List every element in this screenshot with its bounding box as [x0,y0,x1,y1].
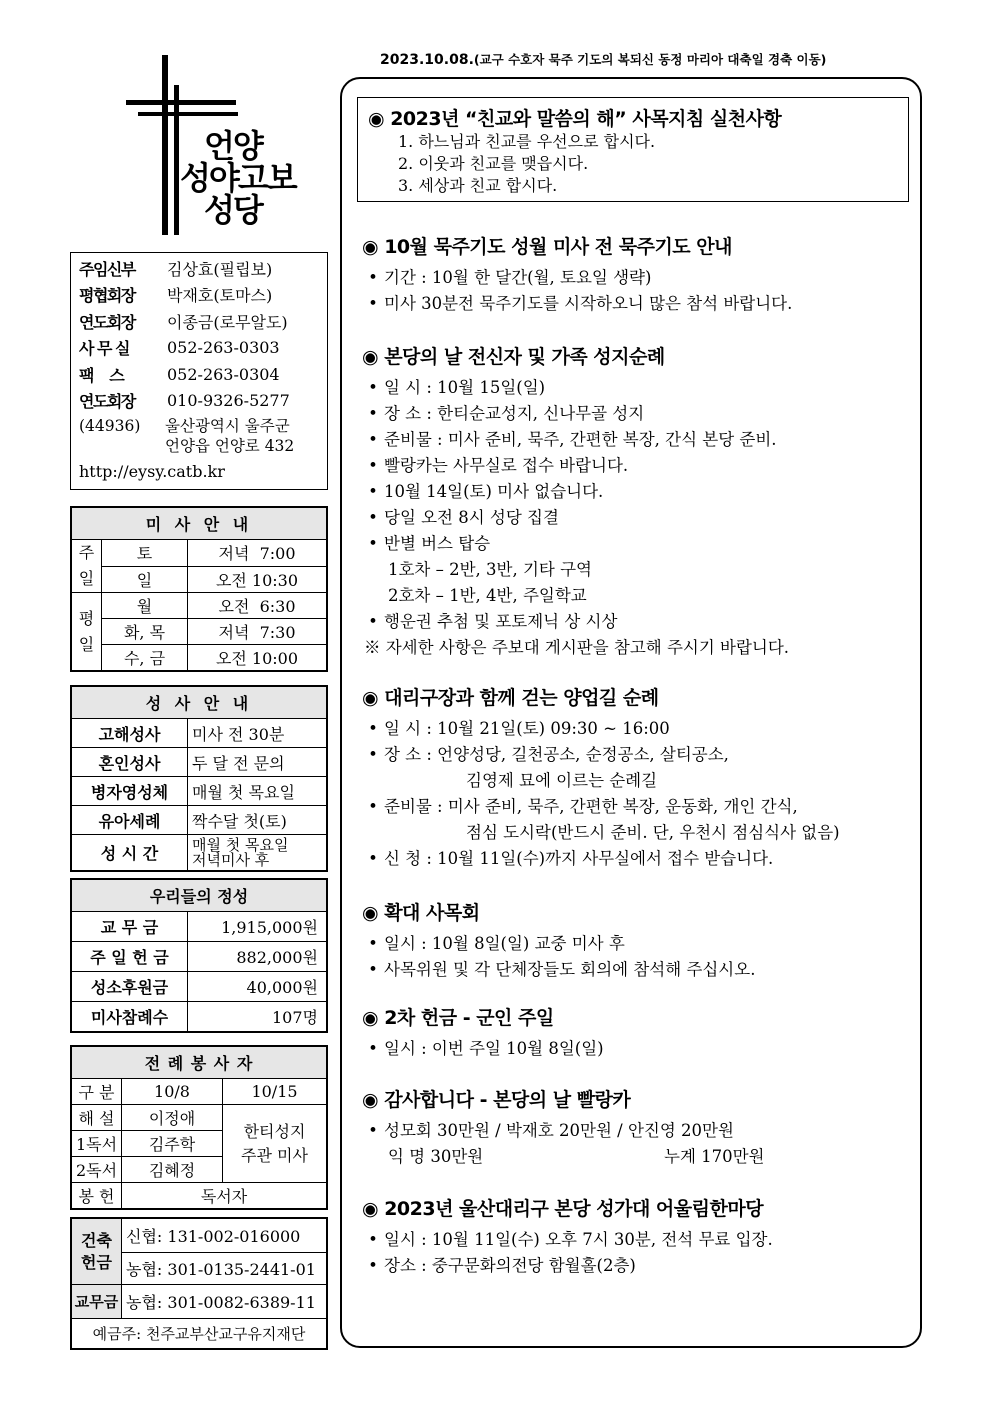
sacrament-name: 유아세례 [72,806,188,835]
mass-day: 수, 금 [102,645,188,671]
section-title: ◉ 본당의 날 전신자 및 가족 성지순례 [362,346,665,368]
thanks-section [362,1085,907,1170]
bank-account: 신협: 131-002-016000 [122,1219,327,1253]
sacrament-info [188,835,327,871]
yangup-pilgrimage-section [362,683,907,872]
info-key: 사 무 실 [79,339,130,359]
server-name: 이정애 [122,1105,223,1131]
mass-time: 오전 6:30 [188,593,327,619]
section-line: • 사목위원 및 각 단체장들도 회의에 참석해 주십시오. [362,957,907,983]
sacrament-info: 매월 첫 목요일 [188,777,327,806]
liturgical-servers-box [70,1045,328,1210]
cross-horizontal-1 [126,100,236,105]
bulletin-date: 2023.10.08. [380,52,474,68]
info-row [79,282,319,309]
section-line: • 10월 14일(토) 미사 없습니다. [362,479,907,505]
mass-day: 월 [102,593,188,619]
building-fund-box [70,1217,328,1350]
section-title: ◉ 2023년 울산대리구 본당 성가대 어울림한마당 [362,1198,764,1220]
section-line: • 장소 : 중구문화의전당 함월홀(2층) [362,1253,907,1279]
server-name: 김혜정 [122,1157,223,1183]
section-title: ◉ 2차 헌금 - 군인 주일 [362,1007,554,1029]
section-line: • 일시 : 10월 11일(수) 오후 7시 30분, 전석 무료 입장. [362,1227,907,1253]
sunday-label: 주일 [72,540,102,593]
sacraments-title: 성 사 안 내 [72,687,327,719]
mass-time: 오전 10:00 [188,645,327,671]
parish-dues-label: 교무금 [72,1285,122,1319]
section-title: ◉ 확대 사목회 [362,902,480,924]
feast-name: (교구 수호자 묵주 기도의 복되신 동정 마리아 대축일 경축 이동) [473,52,827,67]
bank-account: 농협: 301-0082-6389-11 [122,1285,327,1319]
pastoral-council-section [362,898,907,983]
choir-festival-section [362,1194,907,1279]
mass-schedule-box [70,506,328,672]
info-key: 팩 스 [79,365,124,385]
offering-title: 우리들의 정성 [72,880,327,912]
pilgrimage-section [362,342,907,661]
donation-total: 누계 170만원 [664,1147,765,1166]
offering-table [71,879,327,1032]
section-line: • 일시 : 10월 8일(일) 교중 미사 후 [362,931,907,957]
rosary-month-section [362,232,907,317]
section-line: • 미사 30분전 묵주기도를 시작하오니 많은 참석 바랍니다. [362,291,907,317]
servers-title: 전 례 봉 사 자 [72,1047,327,1079]
pastoral-goals-list [398,131,898,197]
pastoral-goals-title: ◉ 2023년 “친교와 말씀의 해” 사목지침 실천사항 [368,108,782,130]
info-value: 010-9326-5277 [167,391,290,411]
info-row [79,388,319,415]
section-line: • 일 시 : 10월 21일(토) 09:30 ~ 16:00 [362,716,907,742]
header-date-line [380,50,920,68]
offering-label: 성소후원금 [72,972,188,1002]
server-name: 독서자 [122,1183,327,1209]
address-line-2: 언양읍 언양로 432 [165,437,295,455]
sacrament-name: 혼인성사 [72,748,188,777]
holy-hour-line-2: 저녁미사 후 [192,850,270,869]
sacrament-name: 병자영성체 [72,777,188,806]
logo-line-3: 성당 [204,191,262,229]
info-value: 052-263-0303 [167,338,280,358]
section-title: ◉ 감사합니다 - 본당의 날 빨랑카 [362,1089,631,1111]
mass-time: 저녁 7:00 [188,540,327,567]
address-line-1: 울산광역시 울주군 [165,417,290,435]
section-line: 2호차 – 1반, 4반, 주일학교 [388,586,587,605]
section-line: • 빨랑카는 사무실로 접수 바랍니다. [362,453,907,479]
section-line: • 장 소 : 한티순교성지, 신나무골 성지 [362,401,907,427]
section-line: • 반별 버스 탑승 [362,531,907,557]
logo-line-1: 언양 [204,127,262,165]
info-key: 연도회장 [79,392,135,412]
server-role: 2독서 [72,1157,122,1183]
cross-vertical-1 [162,55,168,235]
second-collection-section [362,1003,907,1062]
info-key: 평협회장 [79,286,135,306]
offering-box [70,878,328,1033]
pastoral-goals-box [357,97,909,202]
servers-date-2: 10/15 [223,1079,327,1105]
offering-label: 주 일 헌 금 [72,942,188,972]
logo-line-2: 성야고보 [180,159,296,197]
section-note: ※ 자세한 사항은 주보대 게시판을 참고해 주시기 바랍니다. [364,638,790,657]
sacrament-name: 성 시 간 [72,835,188,871]
servers-note-line-1: 한티성지 [243,1121,306,1141]
info-value: 052-263-0304 [167,364,280,384]
postal-code: (44936) [79,417,141,435]
section-line: • 준비물 : 미사 준비, 묵주, 간편한 복장, 간식 본당 준비. [362,427,907,453]
info-row [79,255,319,282]
servers-date-1: 10/8 [122,1079,223,1105]
account-holder: 예금주: 천주교부산교구유지재단 [72,1319,327,1349]
parish-info-box [70,252,328,490]
bank-accounts-table [71,1218,327,1349]
section-title: ◉ 10월 묵주기도 성월 미사 전 묵주기도 안내 [362,236,732,258]
weekday-label: 평일 [72,593,102,671]
section-line: 1호차 – 2반, 3반, 기타 구역 [388,560,592,579]
section-line: • 행운권 추첨 및 포토제닉 상 시상 [362,609,907,635]
offering-label: 미사참례수 [72,1002,188,1032]
info-row [79,361,319,388]
server-role: 해 설 [72,1105,122,1131]
parish-name-logo [180,127,296,229]
mass-time: 저녁 7:30 [188,619,327,645]
website-link[interactable]: http://eysy.catb.kr [79,462,225,481]
section-line: • 성모회 30만원 / 박재호 20만원 / 안진영 20만원 [362,1118,907,1144]
holy-hour-line-1: 매월 첫 목요일 [192,835,289,854]
servers-table [71,1046,327,1209]
section-line: • 장 소 : 언양성당, 길천공소, 순정공소, 살티공소, [362,742,907,768]
server-role: 1독서 [72,1131,122,1157]
section-line: 점심 도시락(반드시 준비. 단, 우천시 점심식사 없음) [466,823,840,842]
servers-note [223,1105,327,1183]
servers-col-label: 구 분 [72,1079,122,1105]
offering-label: 교 무 금 [72,912,188,942]
cross-horizontal-2 [138,112,238,116]
section-line: • 일시 : 이번 주일 10월 8일(일) [362,1036,907,1062]
mass-schedule-title: 미 사 안 내 [72,508,327,540]
info-value: 이종금(로무알도) [167,312,288,332]
offering-amount: 40,000원 [188,972,327,1002]
mass-day: 화, 목 [102,619,188,645]
address [79,416,319,456]
section-line: • 신 청 : 10월 11일(수)까지 사무실에서 접수 받습니다. [362,846,907,872]
sacraments-box [70,685,328,872]
info-key: 주임신부 [79,259,135,279]
info-row [79,335,319,362]
section-line: • 준비물 : 미사 준비, 묵주, 간편한 복장, 운동화, 개인 간식, [362,794,907,820]
anonymous-donation: 익 명 30만원 [388,1147,484,1166]
cross-vertical-2 [174,85,179,235]
info-row [79,308,319,335]
info-key: 연도회장 [79,312,135,332]
sacraments-table [71,686,327,871]
section-title: ◉ 대리구장과 함께 걷는 양업길 순례 [362,687,659,709]
server-role: 봉 헌 [72,1183,122,1209]
sacrament-name: 고해성사 [72,719,188,748]
sacrament-info: 두 달 전 문의 [188,748,327,777]
section-line: • 일 시 : 10월 15일(일) [362,375,907,401]
sacrament-info: 짝수달 첫(토) [188,806,327,835]
section-line: • 기간 : 10월 한 달간(월, 토요일 생략) [362,265,907,291]
section-line: 김영제 묘에 이르는 순례길 [466,771,658,790]
offering-amount: 882,000원 [188,942,327,972]
mass-day: 토 [102,540,188,567]
offering-amount: 1,915,000원 [188,912,327,942]
goal-item: 3. 세상과 친교 합시다. [398,176,558,195]
mass-day: 일 [102,566,188,593]
section-line [362,1144,907,1170]
goal-item: 1. 하느님과 친교를 우선으로 합시다. [398,132,656,151]
mass-time: 오전 10:30 [188,566,327,593]
goal-item: 2. 이웃과 친교를 맺읍시다. [398,154,589,173]
servers-note-line-2: 주관 미사 [241,1145,308,1165]
section-line: • 당일 오전 8시 성당 집결 [362,505,907,531]
bank-account: 농협: 301-0135-2441-01 [122,1253,327,1285]
info-value: 박재호(토마스) [167,286,273,306]
sacrament-info: 미사 전 30분 [188,719,327,748]
offering-amount: 107명 [188,1002,327,1032]
mass-schedule-table [71,507,327,671]
info-value: 김상효(필립보) [167,259,273,279]
building-fund-label: 건축 헌금 [72,1219,122,1285]
server-name: 김주학 [122,1131,223,1157]
address-lines [165,416,294,456]
